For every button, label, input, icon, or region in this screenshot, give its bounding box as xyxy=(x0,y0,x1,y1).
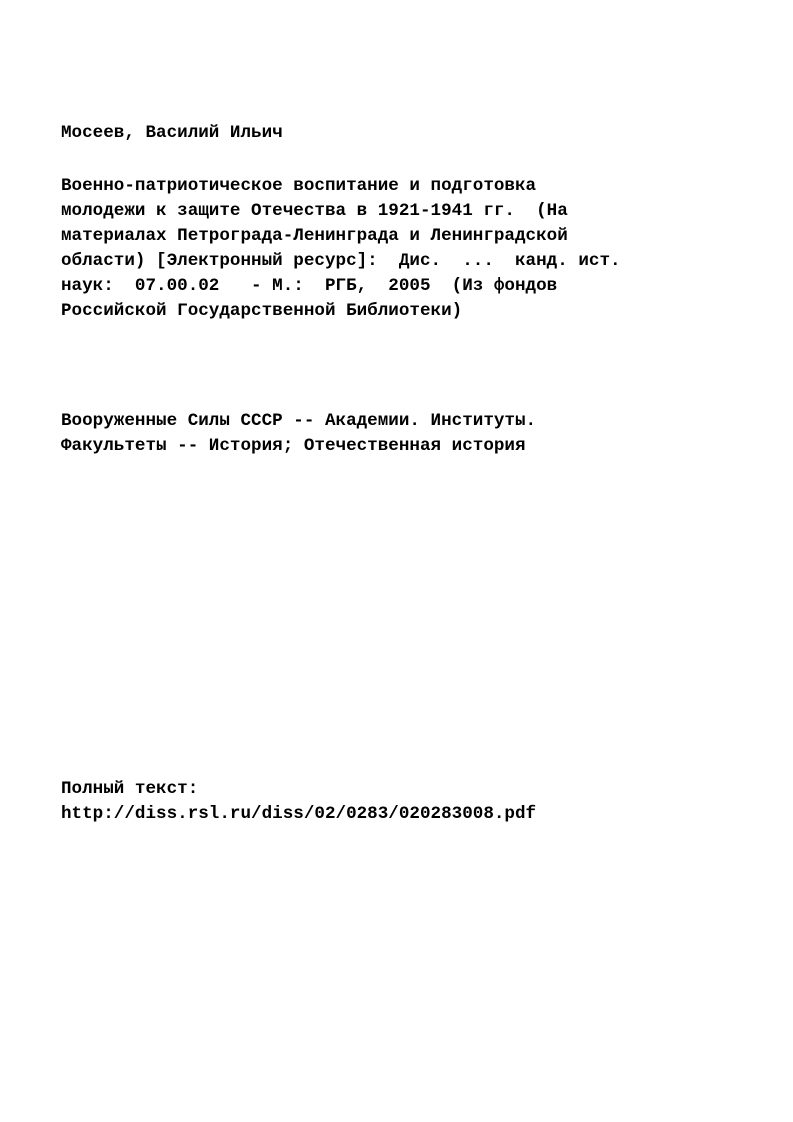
subject-line: Факультеты -- История; Отечественная история xyxy=(61,436,526,456)
title-line: молодежи к защите Отечества в 1921-1941 гг. (На xyxy=(61,201,568,221)
title-line: Военно-патриотическое воспитание и подготовка xyxy=(61,176,537,196)
title-line: материалах Петрограда-Ленинграда и Ленинградской xyxy=(61,226,568,246)
title-line: наук: 07.00.02 - М.: РГБ, 2005 (Из фондов xyxy=(61,276,558,296)
title-line: области) [Электронный ресурс]: Дис. ... канд. ист. xyxy=(61,251,621,271)
full-text-url[interactable]: http://diss.rsl.ru/diss/02/0283/020283008.pdf xyxy=(61,804,537,824)
subject-line: Вооруженные Силы СССР -- Академии. Институты. xyxy=(61,411,537,431)
full-text-label: Полный текст: xyxy=(61,779,199,799)
title-line: Российской Государственной Библиотеки) xyxy=(61,301,463,321)
author-name: Мосеев, Василий Ильич xyxy=(61,123,283,143)
